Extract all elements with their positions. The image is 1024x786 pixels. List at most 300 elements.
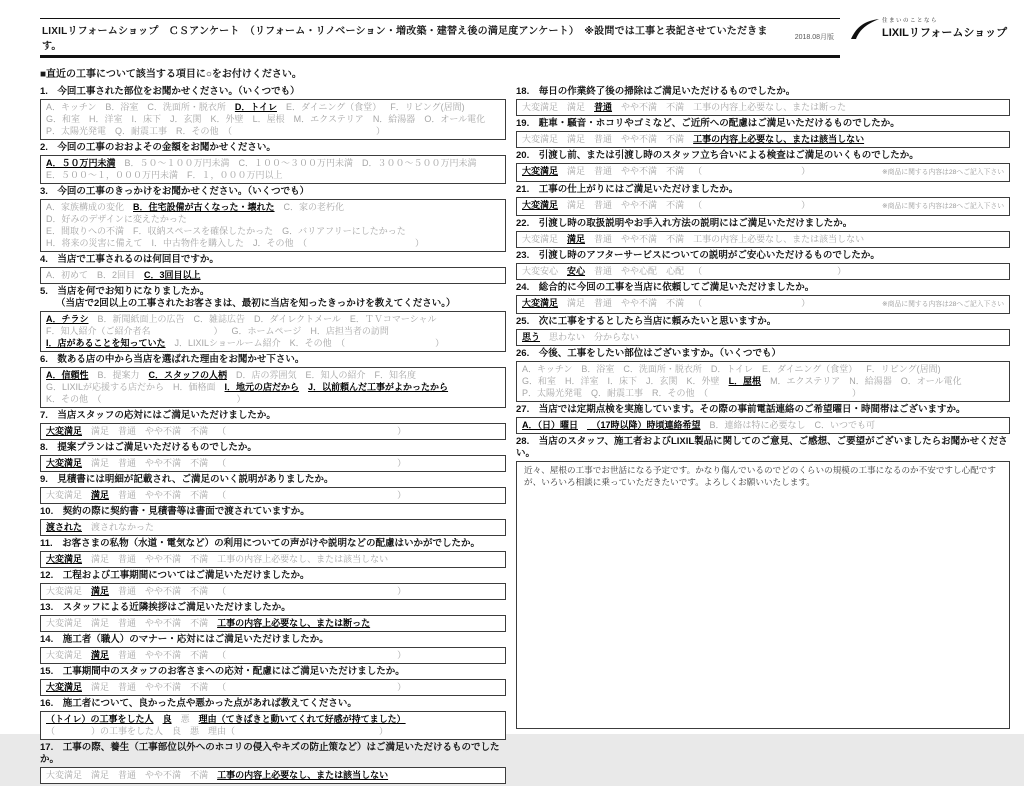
answer-option: やや不満 (145, 426, 182, 436)
lixil-logo (850, 12, 1010, 40)
answer-option: O．オール電化 (424, 114, 486, 124)
question-title: 3. 今回の工事のきっかけをお聞かせください。（いくつでも） (40, 186, 310, 197)
answer-box (516, 163, 1010, 182)
answer-option: 満足 (91, 458, 110, 468)
answer-option: 大変満足 (522, 234, 559, 244)
answer-box (40, 583, 506, 600)
selected-option: 満足 (567, 234, 586, 244)
selected-option: 工事の内容上必要なし、または断った (217, 618, 371, 628)
answer-option: 普通 (594, 134, 613, 144)
answer-option: 心配 (666, 266, 685, 276)
answer-option: N．給湯器 (372, 114, 416, 124)
answer-option: 普通 (118, 554, 137, 564)
option-line (522, 375, 1004, 387)
answer-box (516, 417, 1010, 434)
option-line (522, 199, 1004, 213)
question-7 (40, 410, 506, 440)
selected-option: 満足 (91, 490, 110, 500)
answer-option: 大変満足 (46, 586, 83, 596)
answer-option: やや不満 (145, 770, 182, 780)
selected-option: L．屋根 (728, 376, 762, 386)
option-line (46, 489, 500, 501)
answer-option: （ ） (693, 166, 811, 176)
option-line (46, 169, 500, 181)
question-title: 26. 今後、工事をしたい部位はございますか。（いくつでも） (516, 348, 781, 359)
answer-option: 不満 (666, 200, 685, 210)
question-title: 16. 施工者について、良かった点や悪かった点があれば教えてください。 (40, 698, 357, 709)
selected-option: 工事の内容上必要なし、または該当しない (693, 134, 865, 144)
answer-option: やや不満 (145, 682, 182, 692)
answer-option: （ ）の工事をした人 (46, 726, 164, 736)
answer-box (40, 423, 506, 440)
option-line (46, 769, 500, 781)
answer-option: G．和室 (46, 114, 81, 124)
selected-option: C．3回目以上 (144, 270, 201, 280)
question-27 (516, 404, 1010, 434)
answer-option: 不満 (190, 618, 209, 628)
option-line (46, 617, 500, 629)
answer-option: 不満 (190, 490, 209, 500)
selected-option: 満足 (91, 650, 110, 660)
selected-option: 大変満足 (46, 426, 83, 436)
answer-option: D．ダイレクトメール (254, 314, 341, 324)
option-line (46, 101, 500, 113)
question-title: 22. 引渡し時の取扱説明やお手入れ方法の説明にはご満足いただけましたか。 (516, 218, 853, 229)
answer-option: C．いつでも可 (814, 420, 876, 430)
logo-brand: LIXILリフォームショップ (882, 27, 1008, 39)
answer-option: A．家族構成の変化 (46, 202, 125, 212)
answer-option: R．その他 （ ） (652, 388, 862, 398)
answer-option: 満足 (567, 134, 586, 144)
answer-option: （ ） (217, 650, 407, 660)
answer-option: 普通 (118, 682, 137, 692)
option-line (46, 125, 500, 137)
header (40, 12, 1010, 58)
answer-option: B．提案力 (97, 370, 140, 380)
left-column (40, 86, 506, 786)
answer-option: F．１，０００万円以上 (187, 170, 283, 180)
selected-option: 大変満足 (522, 200, 559, 210)
answer-option: やや不満 (145, 618, 182, 628)
answer-option: M．エクステリア (770, 376, 841, 386)
answer-box (516, 263, 1010, 280)
answer-option: やや不満 (621, 166, 658, 176)
answer-option: 悪 (190, 726, 200, 736)
answer-option: A．初めて (46, 270, 89, 280)
answer-option: E．知人の紹介 (305, 370, 366, 380)
question-9 (40, 474, 506, 504)
answer-option: 満足 (91, 618, 110, 628)
answer-option: H．価格面 (173, 382, 216, 392)
answer-option: 不満 (190, 554, 209, 564)
answer-option: G．和室 (522, 376, 557, 386)
answer-option: B．５０～１００万円未満 (124, 158, 230, 168)
question-title: 13. スタッフによる近隣挨拶はご満足いただけましたか。 (40, 602, 291, 613)
answer-option: 満足 (91, 682, 110, 692)
answer-box (40, 647, 506, 664)
answer-option: 満足 (91, 426, 110, 436)
answer-option: R．その他 （ ） (176, 126, 386, 136)
answer-option: やや不満 (621, 298, 658, 308)
question-title: 20. 引渡し前、または引渡し時のスタッフ立ち合いによる検査はご満足のいくものでしたか。 (516, 150, 919, 161)
answer-option: 思わない (549, 332, 586, 342)
answer-option: B．新聞紙面上の広告 (97, 314, 185, 324)
answer-option: やや不満 (145, 490, 182, 500)
option-line (46, 237, 500, 249)
selected-option: C．スタッフの人柄 (148, 370, 228, 380)
answer-option: F．知人紹介（ご紹介者名 ） (46, 326, 223, 336)
option-line (522, 331, 1004, 343)
option-line (46, 369, 500, 381)
answer-option: E．ＴＶコマーシャル (349, 314, 437, 324)
option-line (46, 713, 500, 725)
selected-option: 大変満足 (46, 682, 83, 692)
option-line (46, 201, 500, 225)
option-line (522, 387, 1004, 399)
answer-option: P．太陽光発電 (46, 126, 107, 136)
answer-option: （ ） (693, 298, 811, 308)
answer-option: K．外壁 (210, 114, 244, 124)
question-title: 15. 工事期間中のスタッフのお客さまへの応対・配慮にはご満足いただけましたか。 (40, 666, 405, 677)
option-line (46, 649, 500, 661)
answer-option: G．バリアフリーにしたかった (282, 226, 406, 236)
answer-option: 不満 (190, 682, 209, 692)
answer-option: H．店担当者の訪問 (310, 326, 389, 336)
answer-option: 渡されなかった (91, 522, 155, 532)
question-19 (516, 118, 1010, 148)
selected-option: A．チラシ (46, 314, 89, 324)
question-columns (40, 86, 1010, 786)
option-line (46, 425, 500, 437)
answer-option: D．トイレ (710, 364, 753, 374)
question-title: 12. 工程および工事期間についてはご満足いただけましたか。 (40, 570, 310, 581)
answer-box (40, 615, 506, 632)
answer-option: P．太陽光発電 (522, 388, 583, 398)
question-20 (516, 150, 1010, 182)
answer-option: （ ） (217, 426, 407, 436)
option-line (46, 313, 500, 325)
option-line (46, 381, 500, 393)
answer-option: 満足 (567, 298, 586, 308)
question-22 (516, 218, 1010, 248)
answer-option: E．間取りへの不満 (46, 226, 125, 236)
answer-option: （ ） (693, 266, 847, 276)
option-line (522, 297, 1004, 311)
answer-option: 普通 (118, 458, 137, 468)
answer-option: D．好みのデザインに変えたかった (46, 214, 187, 224)
answer-option: J．その他 （ ） (253, 238, 425, 248)
answer-option: J．LIXILショールーム紹介 (174, 338, 281, 348)
option-line (46, 225, 500, 237)
selected-option: 大変満足 (522, 298, 559, 308)
comment-text: 近々、屋根の工事でお世話になる予定です。かなり傷んでいるのでどのくらいの規模の工事になるのか不安ですし心配ですが、いろいろ相談に乗っていただきたいです。よろしくお願いいたします。 (524, 465, 996, 487)
option-line (46, 393, 500, 405)
answer-option: 満足 (567, 200, 586, 210)
answer-option: やや不満 (145, 586, 182, 596)
answer-option: 大変満足 (46, 650, 83, 660)
option-line (46, 113, 500, 125)
answer-option: 大変満足 (522, 102, 559, 112)
question-18 (516, 86, 1010, 116)
answer-option: 理由（ ） (208, 726, 389, 736)
question-title: 2. 今回の工事のおおよその金額をお聞かせください。 (40, 142, 276, 153)
option-line (522, 265, 1004, 277)
answer-option: やや不満 (145, 554, 182, 564)
question-subtitle: （当店で2回以上の工事されたお客さまは、最初に当店を知ったきっかけを教えてください。） (56, 298, 456, 309)
answer-option: J．玄関 (646, 376, 678, 386)
option-line (522, 101, 1004, 113)
question-28 (516, 436, 1010, 729)
answer-option: I．床下 (607, 376, 638, 386)
question-12 (40, 570, 506, 600)
answer-box (40, 551, 506, 568)
question-title: 19. 駐車・騒音・ホコリやゴミなど、ご近所への配慮はご満足いただけるものでしたか。 (516, 118, 900, 129)
answer-option: 不満 (190, 650, 209, 660)
question-2 (40, 142, 506, 184)
question-11 (40, 538, 506, 568)
option-line (522, 419, 1004, 431)
answer-option: B．連絡は特に必要なし (709, 420, 806, 430)
answer-option: I．床下 (131, 114, 162, 124)
question-title: 28. 当店のスタッフ、施工者およびLIXIL製品に関してのご意見、ご感想、ご要望がございましたらお聞かせください。 (516, 436, 1008, 459)
answer-option: H．洋室 (89, 114, 123, 124)
question-title: 11. お客さまの私物（水道・電気など）の利用についての声がけや説明などの配慮はいかがでしたか。 (40, 538, 480, 549)
answer-option: Q．耐震工事 (115, 126, 168, 136)
question-6 (40, 354, 506, 408)
option-line (46, 337, 500, 349)
answer-option: G．ホームページ (231, 326, 302, 336)
question-23 (516, 250, 1010, 280)
answer-option: A．キッチン (522, 364, 573, 374)
answer-option: （ ） (693, 200, 811, 210)
reference-note: ※商品に関する内容は28へご記入下さい (881, 203, 1004, 210)
answer-option: A．キッチン (46, 102, 97, 112)
question-title: 24. 総合的に今回の工事を当店に依頼してご満足いただけましたか。 (516, 282, 815, 293)
answer-option: C．家の老朽化 (283, 202, 345, 212)
answer-option: 普通 (594, 234, 613, 244)
answer-option: 不満 (190, 770, 209, 780)
answer-box (40, 487, 506, 504)
option-line (46, 681, 500, 693)
answer-option: 工事の内容上必要なし、または該当しない (693, 234, 865, 244)
answer-option: F．リビング(居間) (390, 102, 465, 112)
question-16 (40, 698, 506, 740)
answer-option: 不満 (190, 426, 209, 436)
answer-option: H．洋室 (565, 376, 599, 386)
answer-option: C．洗面所・脱衣所 (147, 102, 226, 112)
answer-box (40, 767, 506, 784)
answer-box (516, 99, 1010, 116)
selected-option: A．５０万円未満 (46, 158, 116, 168)
question-21 (516, 184, 1010, 216)
question-title: 4. 当店で工事されるのは何回目ですか。 (40, 254, 219, 265)
answer-option: 満足 (91, 554, 110, 564)
answer-option: 普通 (118, 586, 137, 596)
answer-option: 普通 (118, 770, 137, 780)
document-title: LIXILリフォームショップ ＣＳアンケート （リフォーム・リノベーション・増改築・建替え後の満足度アンケート） ※設問では工事と表記させていただきます。 (42, 26, 768, 52)
selected-option: D．トイレ (234, 102, 277, 112)
answer-option: 満足 (91, 770, 110, 780)
answer-option: 工事の内容上必要なし、または断った (693, 102, 847, 112)
answer-box (516, 197, 1010, 216)
answer-option: 満足 (567, 102, 586, 112)
answer-option: 悪 (180, 714, 190, 724)
answer-option: 不満 (666, 166, 685, 176)
question-4 (40, 254, 506, 284)
selected-option: 満足 (91, 586, 110, 596)
answer-box (40, 267, 506, 284)
answer-option: F．収納スペースを確保したかった (133, 226, 274, 236)
answer-option: J．玄関 (170, 114, 202, 124)
answer-option: 満足 (567, 166, 586, 176)
answer-option: 普通 (594, 166, 613, 176)
answer-box (40, 455, 506, 472)
answer-option: C．洗面所・脱衣所 (623, 364, 702, 374)
answer-option: 大変満足 (46, 770, 83, 780)
answer-option: C．１００～３００万円未満 (238, 158, 354, 168)
answer-option: 普通 (118, 650, 137, 660)
option-line (522, 165, 1004, 179)
answer-box (516, 461, 1010, 729)
answer-option: 大変安心 (522, 266, 559, 276)
answer-option: K．その他 （ ） (289, 338, 445, 348)
question-3 (40, 186, 506, 252)
answer-option: E．ダイニング（食堂） (761, 364, 858, 374)
right-column (516, 86, 1010, 786)
option-line (522, 363, 1004, 375)
question-24 (516, 282, 1010, 314)
answer-option: K．その他 （ ） (46, 394, 246, 404)
option-line (46, 553, 500, 565)
answer-option: やや不満 (621, 102, 658, 112)
answer-option: 普通 (118, 618, 137, 628)
answer-option: 普通 (594, 298, 613, 308)
answer-option: G．LIXILが応援する店だから (46, 382, 165, 392)
selected-option: B．住宅設備が古くなった・壊れた (133, 202, 275, 212)
option-line (46, 457, 500, 469)
answer-box (40, 311, 506, 352)
option-line (46, 725, 500, 737)
question-15 (40, 666, 506, 696)
question-8 (40, 442, 506, 472)
option-line (522, 133, 1004, 145)
question-title: 27. 当店では定期点検を実施しています。その際の事前電話連絡のご希望曜日・時間帯はございますか。 (516, 404, 966, 415)
answer-option: （ ） (217, 458, 407, 468)
selected-option: （17時以降）時頃連絡希望 (587, 420, 701, 430)
answer-option: M．エクステリア (293, 114, 364, 124)
answer-box (40, 519, 506, 536)
answer-option: L．屋根 (252, 114, 285, 124)
option-line (46, 521, 500, 533)
answer-option: やや不満 (621, 200, 658, 210)
question-title: 1. 今回工事された部位をお聞かせください。（いくつでも） (40, 86, 300, 97)
answer-option: （ ） (217, 490, 407, 500)
question-5 (40, 286, 506, 352)
question-title: 5. 当店を何でお知りになりましたか。 (40, 286, 210, 297)
question-title: 6. 数ある店の中から当店を選ばれた理由をお聞かせ下さい。 (40, 354, 305, 365)
answer-option: B．2回目 (97, 270, 136, 280)
answer-box (40, 99, 506, 140)
answer-option: （ ） (217, 586, 407, 596)
answer-option: やや心配 (621, 266, 658, 276)
question-17 (40, 742, 506, 784)
answer-option: 分からない (594, 332, 640, 342)
reference-note: ※商品に関する内容は28へご記入下さい (881, 169, 1004, 176)
selected-option: 安心 (567, 266, 586, 276)
selected-option: 工事の内容上必要なし、または該当しない (217, 770, 389, 780)
answer-option: やや不満 (145, 458, 182, 468)
answer-option: D．店の雰囲気 (236, 370, 297, 380)
selected-option: 大変満足 (46, 554, 83, 564)
answer-option: 不満 (666, 102, 685, 112)
selected-option: 大変満足 (46, 458, 83, 468)
selected-option: 思う (522, 332, 541, 342)
answer-option: H．将来の災害に備えて (46, 238, 143, 248)
answer-box (40, 155, 506, 184)
answer-option: D．３００～５００万円未満 (362, 158, 477, 168)
answer-box (516, 131, 1010, 148)
selected-option: A．信頼性 (46, 370, 89, 380)
question-1 (40, 86, 506, 140)
answer-option: 普通 (118, 490, 137, 500)
answer-option: 普通 (594, 200, 613, 210)
answer-box (516, 231, 1010, 248)
question-title: 25. 次に工事をするとしたら当店に頼みたいと思いますか。 (516, 316, 777, 327)
answer-option: やや不満 (621, 134, 658, 144)
answer-option: 不満 (190, 586, 209, 596)
instruction-text: ■直近の工事について該当する項目に○をお付けください。 (40, 69, 302, 80)
answer-option: F．リビング(居間) (866, 364, 941, 374)
answer-box (516, 295, 1010, 314)
selected-option: 普通 (594, 102, 613, 112)
answer-option: 工事の内容上必要なし、または該当しない (217, 554, 389, 564)
option-line (46, 585, 500, 597)
selected-option: （トイレ）の工事をした人 (46, 714, 154, 724)
answer-option: C．雑誌広告 (193, 314, 246, 324)
selected-option: 渡された (46, 522, 83, 532)
question-title: 17. 工事の際、養生（工事部位以外へのホコリの侵入やキズの防止策など）はご満足いただけるものでしたか。 (40, 742, 500, 765)
logo-text (882, 16, 1007, 40)
selected-option: A．（日）曜日 (522, 420, 578, 430)
option-line (46, 157, 500, 169)
answer-option: 普通 (118, 426, 137, 436)
answer-option: 良 (172, 726, 182, 736)
answer-option: 大変満足 (46, 490, 83, 500)
answer-option: O．オール電化 (900, 376, 962, 386)
question-10 (40, 506, 506, 536)
question-26 (516, 348, 1010, 402)
answer-option: F．知名度 (374, 370, 417, 380)
reference-note: ※商品に関する内容は28へご記入下さい (881, 301, 1004, 308)
option-line (522, 233, 1004, 245)
option-line (46, 269, 500, 281)
title-bar (40, 18, 840, 58)
selected-option: 理由（てきぱきと動いてくれて好感が持てました） (198, 714, 406, 724)
answer-option: K．外壁 (686, 376, 720, 386)
selected-option: 良 (162, 714, 172, 724)
question-title: 21. 工事の仕上がりにはご満足いただけましたか。 (516, 184, 739, 195)
question-25 (516, 316, 1010, 346)
version-label: 2018.08月版 (794, 34, 834, 41)
selected-option: 大変満足 (522, 166, 559, 176)
answer-option: N．給湯器 (849, 376, 892, 386)
question-title: 14. 施工者（職人）のマナー・応対にはご満足いただけましたか。 (40, 634, 329, 645)
question-title: 7. 当店スタッフの応対にはご満足いただけましたか。 (40, 410, 276, 421)
logo-tagline: 住まいのことなら (882, 18, 939, 24)
logo-swoosh-icon (850, 18, 880, 40)
answer-box (40, 367, 506, 408)
question-title: 10. 契約の際に契約書・見積書等は書面で渡されていますか。 (40, 506, 310, 517)
